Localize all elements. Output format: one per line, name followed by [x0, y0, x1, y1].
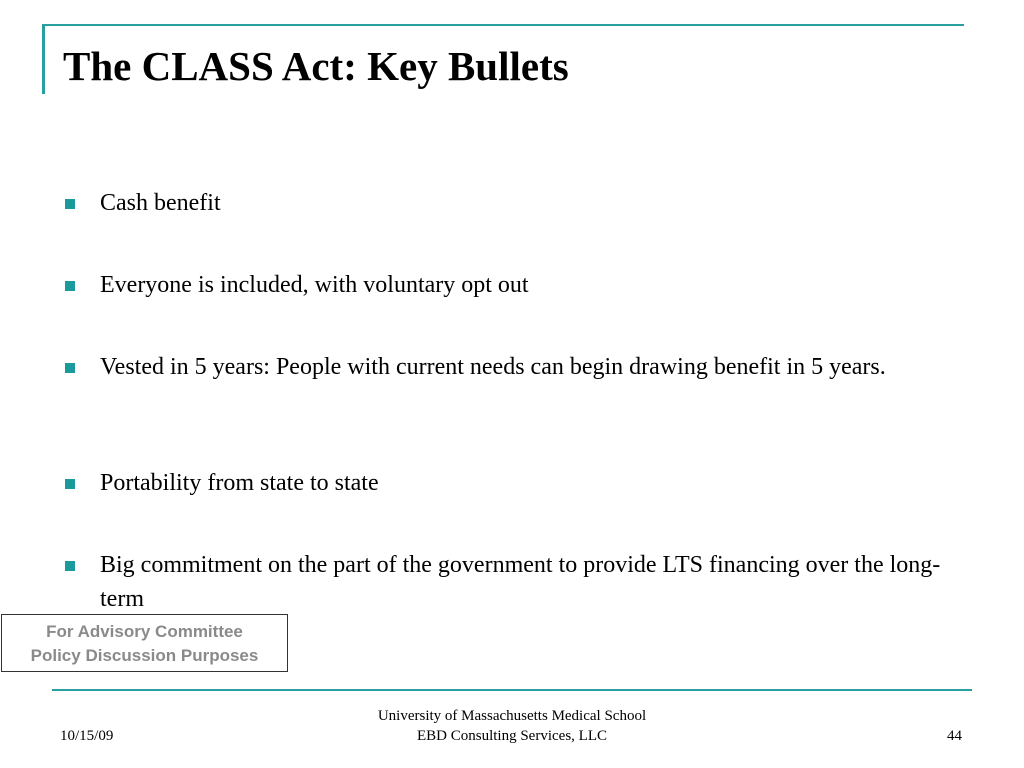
- footer-org-line-2: EBD Consulting Services, LLC: [417, 728, 607, 744]
- square-bullet-icon: [65, 281, 75, 291]
- title-left-rule: [42, 24, 45, 94]
- footer-organization: [312, 706, 712, 746]
- footer-date: 10/15/09: [60, 728, 114, 744]
- bullet-text: Vested in 5 years: People with current needs can begin drawing benefit in 5 years.: [100, 354, 886, 380]
- title-top-rule: [43, 24, 964, 26]
- bullet-text: Cash benefit: [100, 190, 221, 216]
- bullet-text: Big commitment on the part of the government to provide LTS financing over the long-term: [100, 552, 941, 612]
- square-bullet-icon: [65, 363, 75, 373]
- square-bullet-icon: [65, 479, 75, 489]
- footer-rule: [52, 689, 972, 691]
- square-bullet-icon: [65, 199, 75, 209]
- slide-title: The CLASS Act: Key Bullets: [63, 43, 569, 89]
- stamp-line-1: For Advisory Committee: [46, 622, 243, 641]
- square-bullet-icon: [65, 561, 75, 571]
- page-number: 44: [947, 728, 962, 744]
- advisory-stamp: [1, 614, 288, 672]
- footer-org-line-1: University of Massachusetts Medical School: [377, 708, 647, 724]
- stamp-line-2: Policy Discussion Purposes: [30, 646, 259, 665]
- bullet-text: Portability from state to state: [100, 470, 379, 496]
- bullet-text: Everyone is included, with voluntary opt out: [100, 272, 529, 298]
